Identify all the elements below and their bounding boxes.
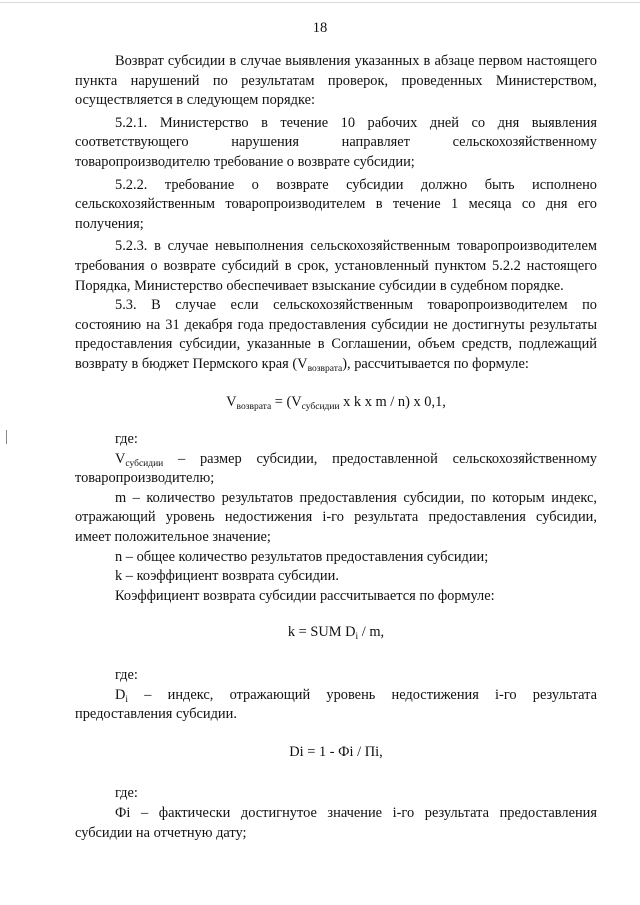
formula-1-lhs-sub: возврата (236, 401, 272, 412)
paragraph-5-3-tail: ), рассчитывается по формуле: (342, 355, 529, 372)
paragraph-5-2-2: 5.2.2. требование о возврате субсидии должно быть исполнено сельскохозяйственным товаропроизводителем в течение 1 месяца со дня его получения; (75, 176, 597, 232)
page-number: 18 (312, 20, 328, 36)
definition-d-index (75, 686, 597, 725)
v-subsidy-symbol: V (115, 450, 126, 467)
where-label-3: где: (115, 785, 138, 802)
coefficient-intro: Коэффициент возврата субсидии рассчитывается по формуле: (115, 587, 495, 604)
document-body (75, 52, 597, 843)
definition-fi: Фi – фактически достигнутое значение i-го результата предоставления субсидии на отчетную дату; (75, 805, 597, 841)
definition-k: k – коэффициент возврата субсидии. (115, 568, 339, 585)
formula-coefficient (75, 623, 597, 643)
paragraph-5-2-3: 5.2.3. в случае невыполнения сельскохозяйственным товаропроизводителем требования о возврате субсидий в срок, установленный пунктом 5.2.2 настоящего Порядка, Министерство обеспечивает взыскание субсидии в судебном порядке. (75, 238, 597, 294)
formula-2-sub: i (355, 632, 359, 643)
paragraph-5-3-text: 5.3. В случае если сельскохозяйственным товаропроизводителем по состоянию на 31 декабря года предоставления субсидии не достигнуты результаты предоставления субсидии, указанные в Соглашении, объем средств, подлежащий возврату в бюджет Пермского края (V (75, 297, 597, 372)
formula-2-text: k = SUM D (287, 624, 356, 641)
paragraph-5-3-subscript: возврата (307, 363, 343, 374)
formula-1-lhs: V (226, 393, 237, 410)
formula-1-rhs: x k x m / n) x 0,1, (339, 393, 446, 410)
d-sub: i (125, 694, 129, 705)
formula-index: Di = 1 - Фi / Пi, (289, 743, 383, 760)
paragraph-5-3 (75, 296, 597, 374)
paragraph-return-procedure: Возврат субсидии в случае выявления указанных в абзаце первом настоящего пункта нарушений по результатам проверок, проведенных Министерством, осуществляется в следующем порядке: (75, 53, 597, 109)
d-text: – индекс, отражающий уровень недостижения i-го результата предоставления субсидии. (75, 686, 597, 723)
where-label-2: где: (115, 667, 138, 684)
scan-edge-mark (6, 430, 7, 444)
formula-1-mid-sub: субсидии (301, 401, 340, 412)
formula-return-volume (75, 393, 597, 413)
d-symbol: D (115, 686, 126, 703)
definition-m: m – количество результатов предоставления субсидии, по которым индекс, отражающий уровень недостижения i-го результата предоставления субсидии, имеет положительное значение; (75, 489, 597, 546)
formula-2-tail: / m, (358, 624, 385, 641)
paragraph-5-2-1: 5.2.1. Министерство в течение 10 рабочих дней со дня выявления соответствующего нарушения направляет сельскохозяйственному товаропроизводителю требование о возврате субсидии; (75, 114, 597, 170)
page-top-edge (0, 2, 640, 3)
definition-n: n – общее количество результатов предоставления субсидии; (115, 548, 489, 565)
v-subsidy-sub: субсидии (125, 458, 164, 469)
v-subsidy-text: – размер субсидии, предоставленной сельскохозяйственному товаропроизводителю; (75, 450, 597, 487)
where-label-1: где: (115, 431, 138, 448)
definition-v-subsidy (75, 450, 597, 489)
formula-1-mid: = (V (271, 393, 302, 410)
